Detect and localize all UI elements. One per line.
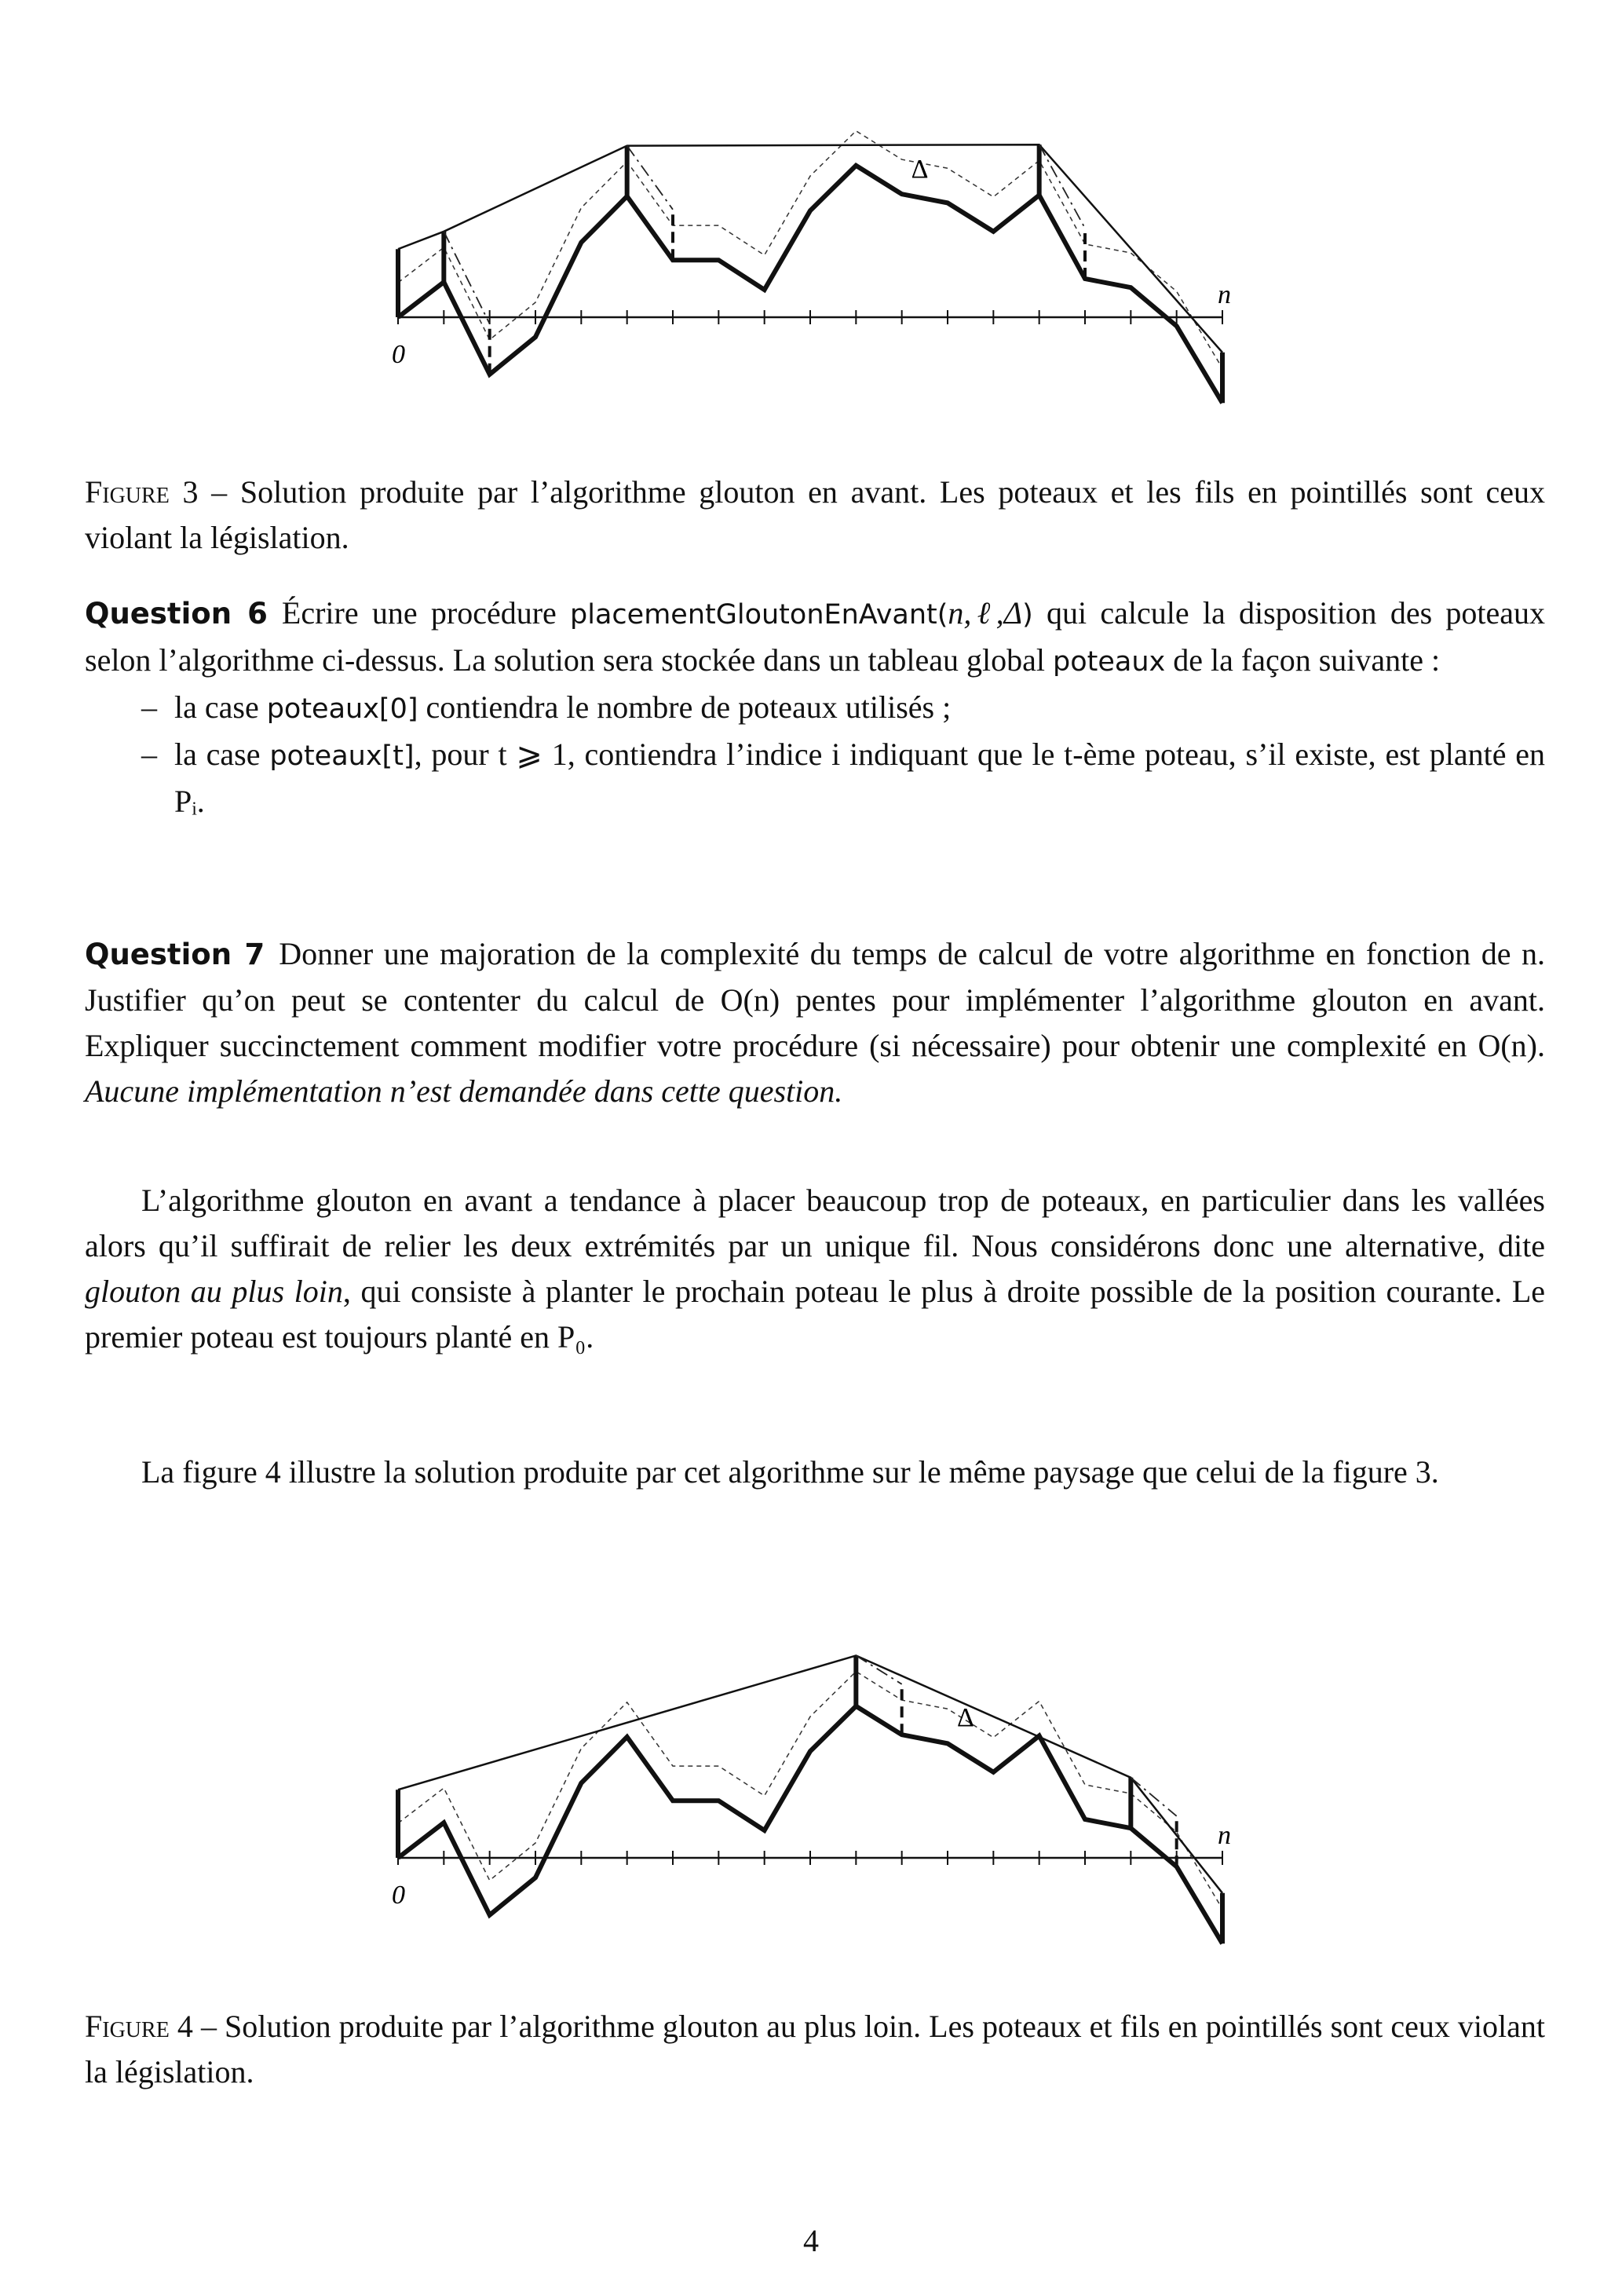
axis-start-label: 0 [392,340,405,369]
item-post: contiendra le nombre de poteaux utilisés ; [418,689,952,725]
question-6-heading: Question 6 [85,597,268,631]
axis-end-label: n [1218,280,1231,309]
delta-label: Δ [911,155,929,185]
question-6-list [85,685,1545,824]
procedure-close: ) [1022,599,1033,631]
figure-4 [0,1563,1622,1979]
procedure-name: placementGloutonEnAvant( [570,599,948,631]
item-post: , pour t ⩾ 1, contiendra l’indice i indiquant que le t-ème poteau, s’il existe, est planté en Pᵢ. [174,737,1546,819]
paragraph-text-2: , qui consiste à planter le prochain poteau le plus à droite possible de la position courante. Le premier poteau est toujours planté en P₀. [85,1274,1546,1355]
procedure-args: n,ℓ,Δ [948,595,1023,631]
paragraph-italic: glouton au plus loin [85,1274,343,1309]
terrain-line [398,166,1222,403]
paragraph-figure-4: La figure 4 illustre la solution produite par cet algorithme sur le même paysage que celui de la figure 3. [141,1454,1439,1490]
figure-4-label: Figure 4 [85,2009,193,2044]
violating-wire [1131,1778,1176,1816]
delta-label: Δ [957,1703,974,1732]
item-code: poteaux[t] [269,740,415,772]
figure-3-caption [85,470,1545,561]
figure-4-caption [85,2004,1545,2095]
question-7-italic: Aucune implémentation n’est demandée dans cette question. [85,1073,843,1109]
question-7-text: Donner une majoration de la complexité du temps de calcul de votre algorithme en fonction de n. Justifier qu’on peut se contenter du calcul de O(n) pentes pour implémenter l’algorithme glouton en avant. Expliquer succinctement comment modifier votre procédure (si nécessaire) pour obtenir une complexité en O(n). [85,936,1546,1063]
figure-4-diagram [0,1563,1622,1979]
clearance-line [398,1672,1222,1909]
figure-3-caption-text: – Solution produite par l’algorithme glouton en avant. Les poteaux et les fils en pointillés sont ceux violant la législation. [85,474,1545,555]
page-number: 4 [803,2223,819,2258]
list-item [85,732,1545,824]
question-7 [85,931,1545,1114]
paragraph-alternative [85,1178,1545,1360]
question-7-heading: Question 7 [85,938,265,971]
question-6-text-2: qui calcule la disposition des poteaux selon l’algorithme ci-dessus. La solution sera stockée dans un tableau global [85,595,1546,678]
item-code: poteaux[0] [266,693,418,725]
axis-start-label: 0 [392,1881,405,1910]
violating-wire [1039,144,1085,228]
paragraph-text: L’algorithme glouton en avant a tendance à placer beaucoup trop de poteaux, en particulier dans les vallées alors qu’il suffirait de relier les deux extrémités par un unique fil. Nous considérons donc une alternative, dite [85,1183,1545,1263]
array-name: poteaux [1053,646,1166,678]
violating-wire [627,146,673,210]
question-6 [85,590,1545,824]
item-pre: la case [174,689,267,725]
figure-3-diagram [0,0,1622,440]
list-item [85,685,1545,732]
terrain-line [398,1706,1222,1943]
figure-4-caption-text: – Solution produite par l’algorithme glouton au plus loin. Les poteaux et fils en pointillés sont ceux violant la législation. [85,2009,1546,2089]
figure-3 [0,0,1622,440]
violating-wire [444,232,489,324]
item-pre: la case [174,737,270,772]
violating-wire [856,1655,901,1684]
question-6-text-3: de la façon suivante : [1165,642,1441,678]
question-6-text: Écrire une procédure [281,595,571,631]
clearance-line [398,131,1222,368]
axis-end-label: n [1218,1821,1231,1850]
figure-3-label: Figure 3 [85,474,199,510]
